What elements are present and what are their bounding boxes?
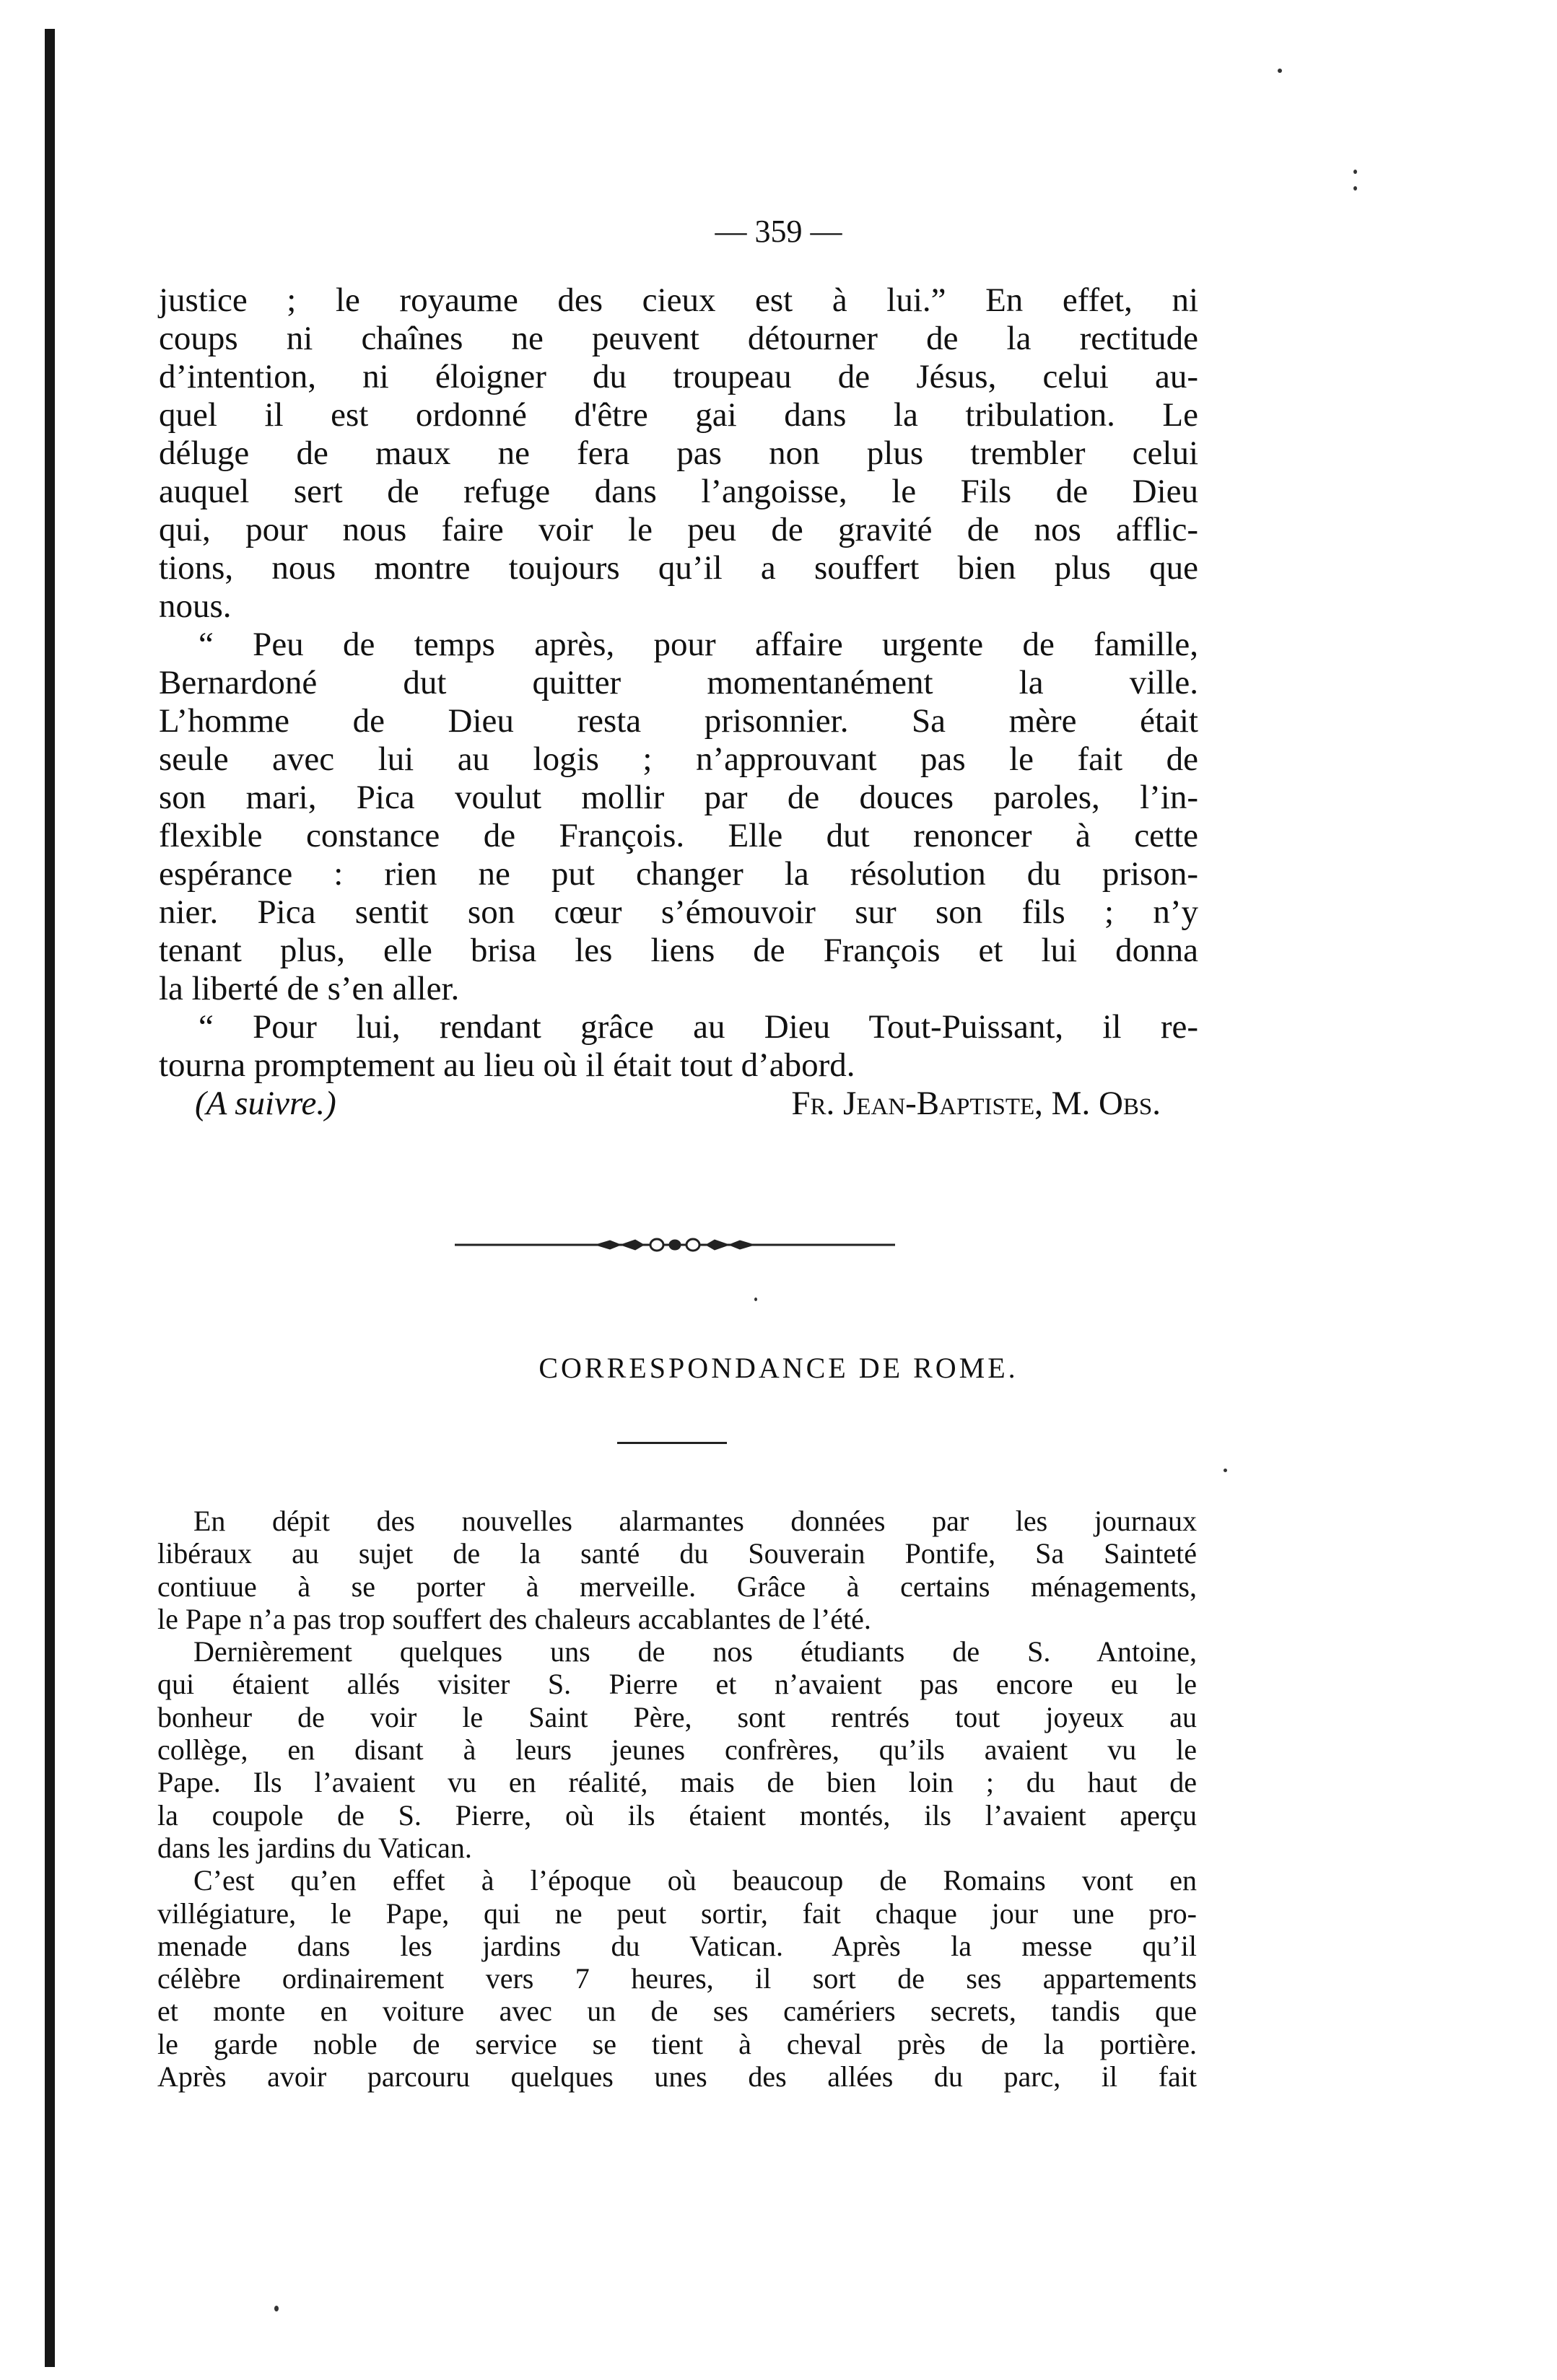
text-line: En dépit des nouvelles alarmantes données par les journaux — [193, 1505, 1197, 1537]
text-line: qui étaient allés visiter S. Pierre et n’avaient pas encore eu le — [157, 1668, 1197, 1701]
scan-speck — [1353, 170, 1357, 174]
text-line: d’intention, ni éloigner du troupeau de Jésus, celui au- — [159, 358, 1198, 395]
text-line: tenant plus, elle brisa les liens de François et lui donna — [159, 932, 1198, 969]
text-line: le garde noble de service se tient à cheval près de la portière. — [157, 2027, 1197, 2060]
section-title: CORRESPONDANCE DE ROME. — [538, 1352, 1019, 1384]
scan-speck — [1353, 186, 1357, 191]
text-line: C’est qu’en effet à l’époque où beaucoup de Romains vont en — [193, 1864, 1197, 1897]
text-line: “ Pour lui, rendant grâce au Dieu Tout-Puissant, il re- — [199, 1008, 1198, 1046]
text-line: quel il est ordonné d'être gai dans la tribulation. Le — [159, 396, 1198, 434]
text-line: déluge de maux ne fera pas non plus trembler celui — [159, 434, 1198, 472]
text-line: la liberté de s’en aller. — [159, 970, 460, 1007]
to-be-continued: (A suivre.) — [195, 1085, 336, 1122]
text-line: qui, pour nous faire voir le peu de gravité de nos afflic- — [159, 511, 1198, 548]
text-line: espérance : rien ne put changer la résolution du prison- — [159, 855, 1198, 893]
scan-speck — [1224, 1469, 1227, 1472]
text-line: dans les jardins du Vatican. — [157, 1831, 472, 1864]
title-rule — [617, 1442, 727, 1444]
scan-speck — [1278, 69, 1282, 73]
text-line: seule avec lui au logis ; n’approuvant pas le fait de — [159, 740, 1198, 778]
article-correspondance — [157, 1505, 1197, 2093]
text-line: collège, en disant à leurs jeunes confrères, qu’ils avaient vu le — [157, 1733, 1197, 1767]
text-line: tourna promptement au lieu où il était tout d’abord. — [159, 1046, 855, 1084]
text-line: L’homme de Dieu resta prisonnier. Sa mère était — [159, 702, 1198, 740]
text-line: auquel sert de refuge dans l’angoisse, le Fils de Dieu — [159, 473, 1198, 510]
text-line: contiuue à se porter à merveille. Grâce à certains ménagements, — [157, 1570, 1197, 1603]
text-line: Après avoir parcouru quelques unes des allées du parc, il fait — [157, 2060, 1197, 2094]
text-line: menade dans les jardins du Vatican. Après la messe qu’il — [157, 1929, 1197, 1962]
text-line: coups ni chaînes ne peuvent détourner de la rectitude — [159, 320, 1198, 357]
ornament-divider — [455, 1234, 895, 1256]
text-line: bonheur de voir le Saint Père, sont rentrés tout joyeux au — [157, 1700, 1197, 1733]
signature-line — [159, 1085, 1198, 1123]
text-line: Dernièrement quelques uns de nos étudiants de S. Antoine, — [193, 1635, 1197, 1668]
article-continuation — [159, 281, 1198, 1123]
text-line: flexible constance de François. Elle dut renoncer à cette — [159, 817, 1198, 854]
text-line: justice ; le royaume des cieux est à lui.” En effet, ni — [159, 281, 1198, 319]
text-line: le Pape n’a pas trop souffert des chaleurs accablantes de l’été. — [157, 1602, 871, 1635]
text-line: nier. Pica sentit son cœur s’émouvoir sur son fils ; n’y — [159, 893, 1198, 931]
text-line: et monte en voiture avec un de ses camériers secrets, tandis que — [157, 1995, 1197, 2028]
scan-speck — [274, 2306, 279, 2311]
text-line: “ Peu de temps après, pour affaire urgente de famille, — [199, 626, 1198, 663]
text-line: villégiature, le Pape, qui ne peut sortir, fait chaque jour une pro- — [157, 1896, 1197, 1930]
text-line: tions, nous montre toujours qu’il a souffert bien plus que — [159, 549, 1198, 587]
page-binding-edge — [45, 29, 55, 2367]
text-line: son mari, Pica voulut mollir par de douces paroles, l’in- — [159, 779, 1198, 816]
text-line: nous. — [159, 587, 232, 625]
page-number: — 359 — — [715, 214, 842, 249]
text-line: Pape. Ils l’avaient vu en réalité, mais de bien loin ; du haut de — [157, 1766, 1197, 1799]
text-line: libéraux au sujet de la santé du Souverain Pontife, Sa Sainteté — [157, 1537, 1197, 1570]
scan-speck — [754, 1298, 757, 1301]
text-line: la coupole de S. Pierre, où ils étaient montés, ils l’avaient aperçu — [157, 1798, 1197, 1832]
text-line: célèbre ordinairement vers 7 heures, il sort de ses appartements — [157, 1962, 1197, 1995]
text-line: Bernardoné dut quitter momentanément la ville. — [159, 664, 1198, 701]
author-signature: Fr. Jean-Baptiste, M. Obs. — [791, 1085, 1161, 1122]
